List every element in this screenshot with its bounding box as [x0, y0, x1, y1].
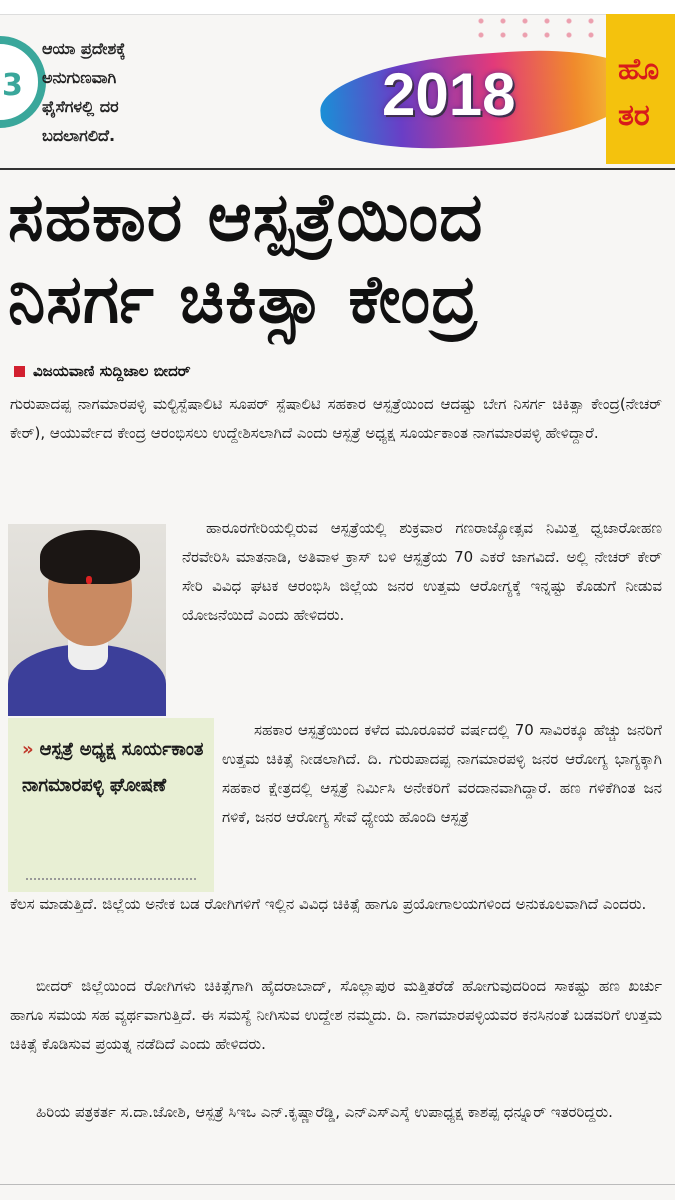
headline-line1: ಸಹಕಾರ ಆಸ್ಪತ್ರೆಯಿಂದ — [8, 178, 484, 256]
article-paragraph-4: ಬೀದರ್ ಜಿಲ್ಲೆಯಿಂದ ರೋಗಿಗಳು ಚಿಕಿತ್ಸೆಗಾಗಿ ಹೈದರಾಬಾದ್, ಸೊಲ್ಲಾಪುರ ಮತ್ತಿತರೆಡೆ ಹೋಗುವುದರಿಂದ ಸಾಕಷ್ಟು ಹಣ ಖರ್ಚು ಹಾಗೂ ಸಮಯ ಸಹ ವ್ಯರ್ಥವಾಗುತ್ತಿದೆ. ಈ ಸಮಸ್ಯೆ ನೀಗಿಸುವ ಉದ್ದೇಶ ನಮ್ಮದು. ದಿ. ನಾಗಮಾರಪಳ್ಳಿಯವರ ಕನಸಿನಂತೆ ಬಡವರಿಗೆ ಉತ್ತಮ ಚಿಕಿತ್ಸೆ ಕೊಡಿಸುವ ಪ್ರಯತ್ನ ನಡೆದಿದೆ ಎಂದು ಹೇಳಿದರು. — [10, 977, 662, 1053]
teaser-line: ಅನುಗುಣವಾಗಿ — [42, 68, 117, 87]
article-paragraph-1: ಗುರುಪಾದಪ್ಪ ನಾಗಮಾರಪಳ್ಳಿ ಮಲ್ಟಿಸ್ಪೆಷಾಲಿಟಿ ಸೂಪರ್ ಸ್ಪೆಷಾಲಿಟಿ ಸಹಕಾರ ಆಸ್ಪತ್ರೆಯಿಂದ ಆದಷ್ಟು ಬೇಗ ನಿಸರ್ಗ ಚಿಕಿತ್ಸಾ ಕೇಂದ್ರ(ನೇಚರ್ ಕೇರ್), ಆಯುರ್ವೇದ ಕೇಂದ್ರ ಆರಂಭಿಸಲು ಉದ್ದೇಶಿಸಲಾಗಿದೆ ಎಂದು ಆಸ್ಪತ್ರೆ ಅಧ್ಯಕ್ಷ ಸೂರ್ಯಕಾಂತ ನಾಗಮಾರಪಳ್ಳಿ ಹೇಳಿದ್ದಾರೆ. — [10, 395, 662, 442]
pull-quote-rule — [26, 878, 196, 880]
page-bottom-rule — [0, 1184, 675, 1185]
article-paragraph-5: ಹಿರಿಯ ಪತ್ರಕರ್ತ ಸ.ದಾ.ಜೋಶಿ, ಆಸ್ಪತ್ರೆ ಸಿಇಒ ಎನ್.ಕೃಷ್ಣಾರೆಡ್ಡಿ, ಎನ್ಎಸ್ಎಸ್ಕೆ ಉಪಾಧ್ಯಕ್ಷ ಕಾಶಪ್ಪ ಧನ್ನೂರ್ ಇತರರಿದ್ದರು. — [36, 1103, 613, 1121]
header-strip — [0, 14, 675, 164]
promo-yellow-panel — [606, 14, 675, 164]
article-byline — [14, 362, 191, 380]
pull-quote-text: ಆಸ್ಪತ್ರೆ ಅಧ್ಯಕ್ಷ ಸೂರ್ಯಕಾಂತ ನಾಗಮಾರಪಳ್ಳಿ ಘೋಷಣೆ — [22, 739, 204, 796]
page-top-edge — [0, 0, 675, 15]
headline-line2: ನಿಸರ್ಗ ಚಿಕಿತ್ಸಾ ಕೇಂದ್ರ — [8, 260, 479, 338]
teaser-text — [42, 34, 232, 150]
promo-text-line2: ತರ — [618, 98, 650, 133]
teaser-line: ಬದಲಾಗಲಿದೆ. — [42, 126, 116, 145]
quote-chevron-icon: » — [22, 739, 34, 760]
article-headline — [8, 176, 668, 340]
article-paragraph-3a: ಸಹಕಾರ ಆಸ್ಪತ್ರೆಯಿಂದ ಕಳೆದ ಮೂರೂವರೆ ವರ್ಷದಲ್ಲಿ 70 ಸಾವಿರಕ್ಕೂ ಹೆಚ್ಚು ಜನರಿಗೆ ಉತ್ತಮ ಚಿಕಿತ್ಸೆ ನೀಡಲಾಗಿದೆ. ದಿ. ಗುರುಪಾದಪ್ಪ ನಾಗಮಾರಪಳ್ಳಿ ಜನರ ಆರೋಗ್ಯ ಭಾಗ್ಯಕ್ಕಾಗಿ ಸಹಕಾರ ಕ್ಷೇತ್ರದಲ್ಲಿ ಆಸ್ಪತ್ರೆ ನಿರ್ಮಿಸಿ ಅನೇಕರಿಗೆ ವರದಾನವಾಗಿದ್ದಾರೆ. ಹಣ ಗಳಿಕೆಗಿಂತ ಜನ ಗಳಿಕೆ, ಜನರ ಆರೋಗ್ಯ ಸೇವೆ ಧ್ಯೇಯ ಹೊಂದಿ ಆಸ್ಪತ್ರೆ — [222, 721, 662, 826]
section-divider — [0, 168, 675, 170]
teaser-line: ಫೈಸೆಗಳಲ್ಲಿ ದರ — [42, 97, 119, 116]
person-photo — [8, 524, 166, 716]
article-paragraph-2: ಹಾರೂರಗೇರಿಯಲ್ಲಿರುವ ಆಸ್ಪತ್ರೆಯಲ್ಲಿ ಶುಕ್ರವಾರ ಗಣರಾಜ್ಯೋತ್ಸವ ನಿಮಿತ್ತ ಧ್ವಜಾರೋಹಣ ನೆರವೇರಿಸಿ ಮಾತನಾಡಿ, ಅತಿವಾಳ ಕ್ರಾಸ್ ಬಳಿ ಆಸ್ಪತ್ರೆಯ 70 ಎಕರೆ ಜಾಗವಿದೆ. ಅಲ್ಲಿ ನೇಚರ್ ಕೇರ್ ಸೇರಿ ವಿವಿಧ ಘಟಕ ಆರಂಭಿಸಿ ಜಿಲ್ಲೆಯ ಜನರ ಉತ್ತಮ ಆರೋಗ್ಯಕ್ಕೆ ಇನ್ನಷ್ಟು ಕೊಡುಗೆ ನೀಡುವ ಯೋಜನೆಯಿದೆ ಎಂದು ಹೇಳಿದರು. — [182, 519, 662, 624]
byline-text: ವಿಜಯವಾಣಿ ಸುದ್ದಿಜಾಲ ಬೀದರ್ — [33, 362, 191, 380]
pull-quote — [22, 732, 208, 804]
pull-quote-box — [8, 718, 214, 892]
teaser-line: ಆಯಾ ಪ್ರದೇಶಕ್ಕೆ — [42, 39, 126, 58]
byline-square-icon — [14, 366, 25, 377]
badge-digit: 3 — [2, 68, 23, 103]
article-paragraph-3b: ಕೆಲಸ ಮಾಡುತ್ತಿದೆ. ಜಿಲ್ಲೆಯ ಅನೇಕ ಬಡ ರೋಗಿಗಳಿಗೆ ಇಲ್ಲಿನ ವಿವಿಧ ಚಿಕಿತ್ಸೆ ಹಾಗೂ ಪ್ರಯೋಗಾಲಯಗಳಿಂದ ಅನುಕೂಲವಾಗಿದೆ ಎಂದರು. — [10, 895, 647, 913]
new-year-promo-banner — [320, 14, 675, 164]
promo-year: 2018 — [382, 61, 516, 128]
photo-tilak — [86, 576, 92, 584]
promo-text-line1: ಹೊ — [618, 52, 660, 87]
